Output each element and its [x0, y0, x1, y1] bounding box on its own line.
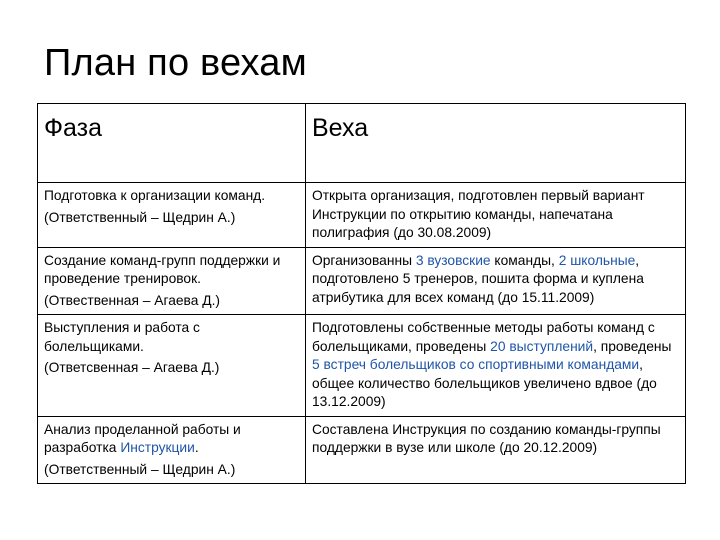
phase-paragraph [44, 187, 299, 206]
cell-text: Анализ проделанной работы и разработка [44, 421, 241, 455]
highlighted-text: 3 вузовские [415, 252, 491, 268]
page-title: План по вехам [44, 42, 307, 84]
cell-text: (Ответсвенная – Агаева Д.) [44, 360, 220, 375]
cell-text: (Отвественная – Агаева Д.) [44, 292, 221, 308]
cell-text: (Ответственный – Щедрин А.) [44, 209, 236, 225]
phase-paragraph [44, 292, 299, 311]
table-row [38, 183, 686, 248]
milestone-paragraph [312, 319, 679, 412]
cell-text: Организованны [312, 252, 416, 268]
cell-text: Подготовлены собственные методы работы команд с болельщиками, проведены [312, 320, 655, 354]
cell-text: , проведены [593, 338, 672, 354]
milestone-cell [306, 183, 686, 248]
milestone-cell [306, 315, 686, 417]
table-row [38, 247, 686, 315]
phase-paragraph [44, 359, 299, 378]
cell-text: (Ответственный – Щедрин А.) [44, 461, 236, 477]
highlighted-text: 20 выступлений [490, 338, 594, 354]
cell-text: Открыта организация, подготовлен первый вариант Инструкции по открытию команды, напечатана полиграфия (до 30.08.2009) [312, 188, 645, 240]
highlighted-text: Инструкции [120, 440, 195, 455]
milestone-cell [306, 416, 686, 484]
phase-paragraph [44, 421, 299, 458]
phase-paragraph [44, 252, 299, 289]
phase-paragraph [44, 319, 299, 356]
highlighted-text: 2 школьные [558, 252, 636, 268]
milestone-paragraph [312, 187, 679, 243]
phase-paragraph [44, 209, 299, 228]
cell-text: команды, [490, 252, 559, 268]
header-phase: Фаза [38, 104, 306, 183]
cell-text: , общее количество болельщиков увеличено вдвое (до 13.12.2009) [312, 357, 657, 409]
phase-cell [38, 247, 306, 315]
phase-cell [38, 183, 306, 248]
table-row [38, 416, 686, 484]
cell-text: Составлена Инструкция по созданию команды-группы поддержки в вузе или школе (до 20.12.2009) [312, 421, 661, 455]
phase-paragraph [44, 461, 299, 480]
cell-text: , подготовлено 5 тренеров, пошита форма и куплена атрибутика для всех команд (до 15.11.2009) [312, 252, 644, 305]
phase-cell [38, 315, 306, 417]
milestone-paragraph [312, 252, 679, 308]
table-row [38, 315, 686, 417]
cell-text: Выступления и работа с болельщиками. [44, 320, 200, 354]
table-header-row [38, 104, 686, 183]
milestone-paragraph [312, 421, 679, 458]
highlighted-text: 5 встреч болельщиков со спортивными командами [312, 357, 640, 372]
cell-text: . [194, 440, 199, 455]
cell-text: Подготовка к организации команд. [44, 188, 266, 203]
cell-text: Создание команд-групп поддержки и проведение тренировок. [44, 252, 281, 286]
milestone-cell [306, 247, 686, 315]
phase-cell [38, 416, 306, 484]
header-milestone: Веха [306, 104, 686, 183]
milestone-table [37, 103, 686, 484]
